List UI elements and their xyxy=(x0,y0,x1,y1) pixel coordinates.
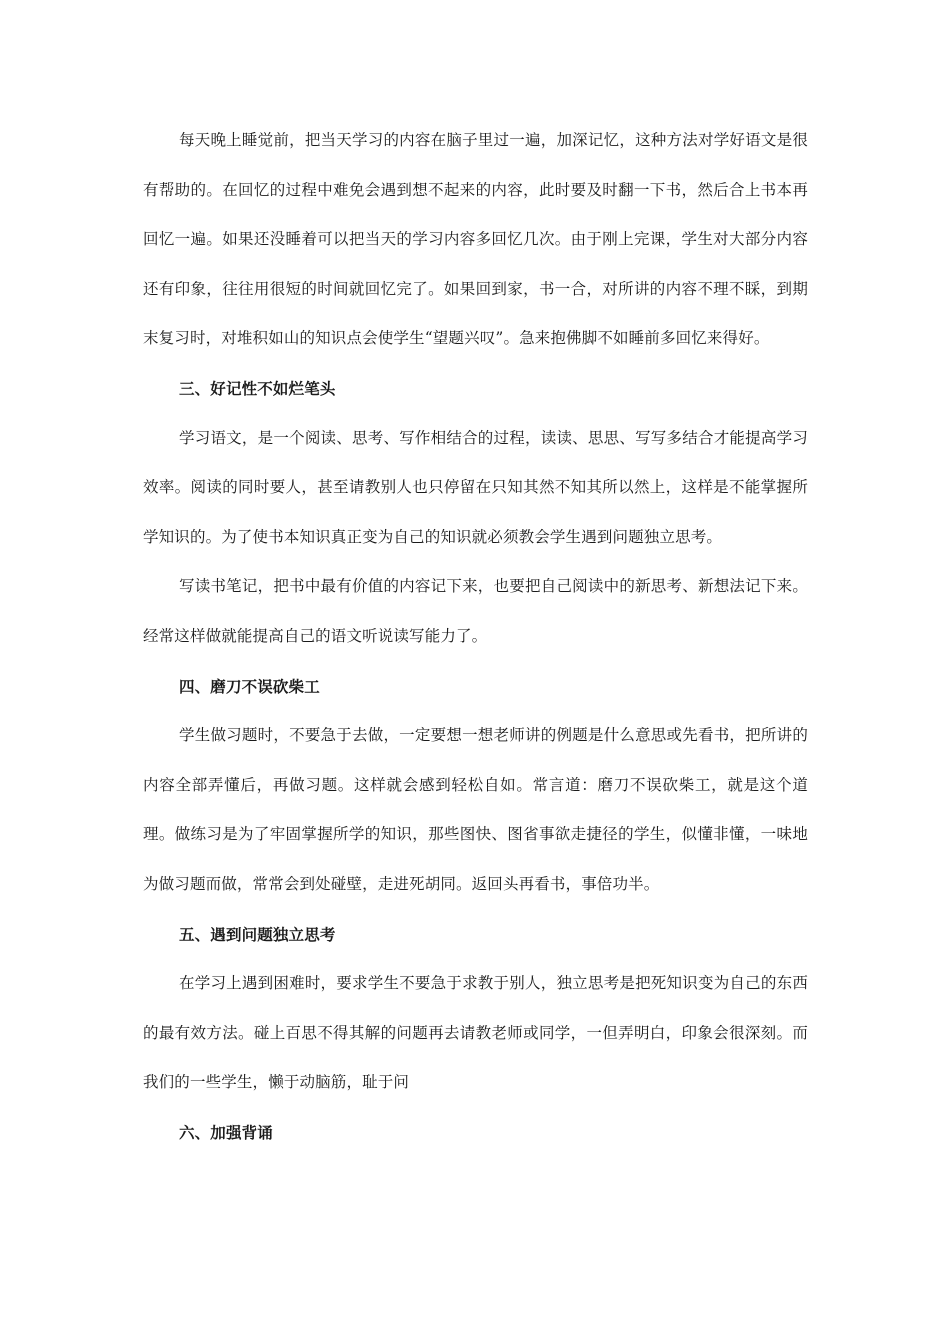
paragraph-reading-notes: 写读书笔记，把书中最有价值的内容记下来，也要把自己阅读中的新思考、新想法记下来。经常这样做就能提高自己的语文听说读写能力了。 xyxy=(143,577,808,645)
paragraph-doing-exercises: 学生做习题时，不要急于去做，一定要想一想老师讲的例题是什么意思或先看书，把所讲的内容全部弄懂后，再做习题。这样就会感到轻松自如。常言道：磨刀不误砍柴工，就是这个道理。做练习是为了牢固掌握所学的知识，那些图快、图省事欲走捷径的学生，似懂非懂，一味地为做习题而做，常常会到处碰壁，走进死胡同。返回头再看书，事倍功半。 xyxy=(143,726,808,893)
section-heading-6: 六、加强背诵 xyxy=(179,1122,273,1142)
document-body xyxy=(143,116,808,1157)
section-heading-5: 五、遇到问题独立思考 xyxy=(179,924,336,944)
paragraph-reading-thinking-writing: 学习语文，是一个阅读、思考、写作相结合的过程，读读、思思、写写多结合才能提高学习效率。阅读的同时要人，甚至请教别人也只停留在只知其然不知其所以然上，这样是不能掌握所学知识的。为了使书本知识真正变为自己的知识就必须教会学生遇到问题独立思考。 xyxy=(143,428,808,546)
section-heading-3: 三、好记性不如烂笔头 xyxy=(179,378,336,398)
paragraph-review-before-sleep: 每天晚上睡觉前，把当天学习的内容在脑子里过一遍，加深记忆，这种方法对学好语文是很有帮助的。在回忆的过程中难免会遇到想不起来的内容，此时要及时翻一下书，然后合上书本再回忆一遍。如果还没睡着可以把当天的学习内容多回忆几次。由于刚上完课，学生对大部分内容还有印象，往往用很短的时间就回忆完了。如果回到家，书一合，对所讲的内容不理不睬，到期末复习时，对堆积如山的知识点会使学生“望题兴叹”。急来抱佛脚不如睡前多回忆来得好。 xyxy=(143,131,808,348)
section-heading-4: 四、磨刀不误砍柴工 xyxy=(179,676,320,696)
paragraph-independent-thinking: 在学习上遇到困难时，要求学生不要急于求教于别人，独立思考是把死知识变为自己的东西的最有效方法。碰上百思不得其解的问题再去请教老师或同学，一但弄明白，印象会很深刻。而我们的一些学生，懒于动脑筋，耻于问 xyxy=(143,974,808,1092)
